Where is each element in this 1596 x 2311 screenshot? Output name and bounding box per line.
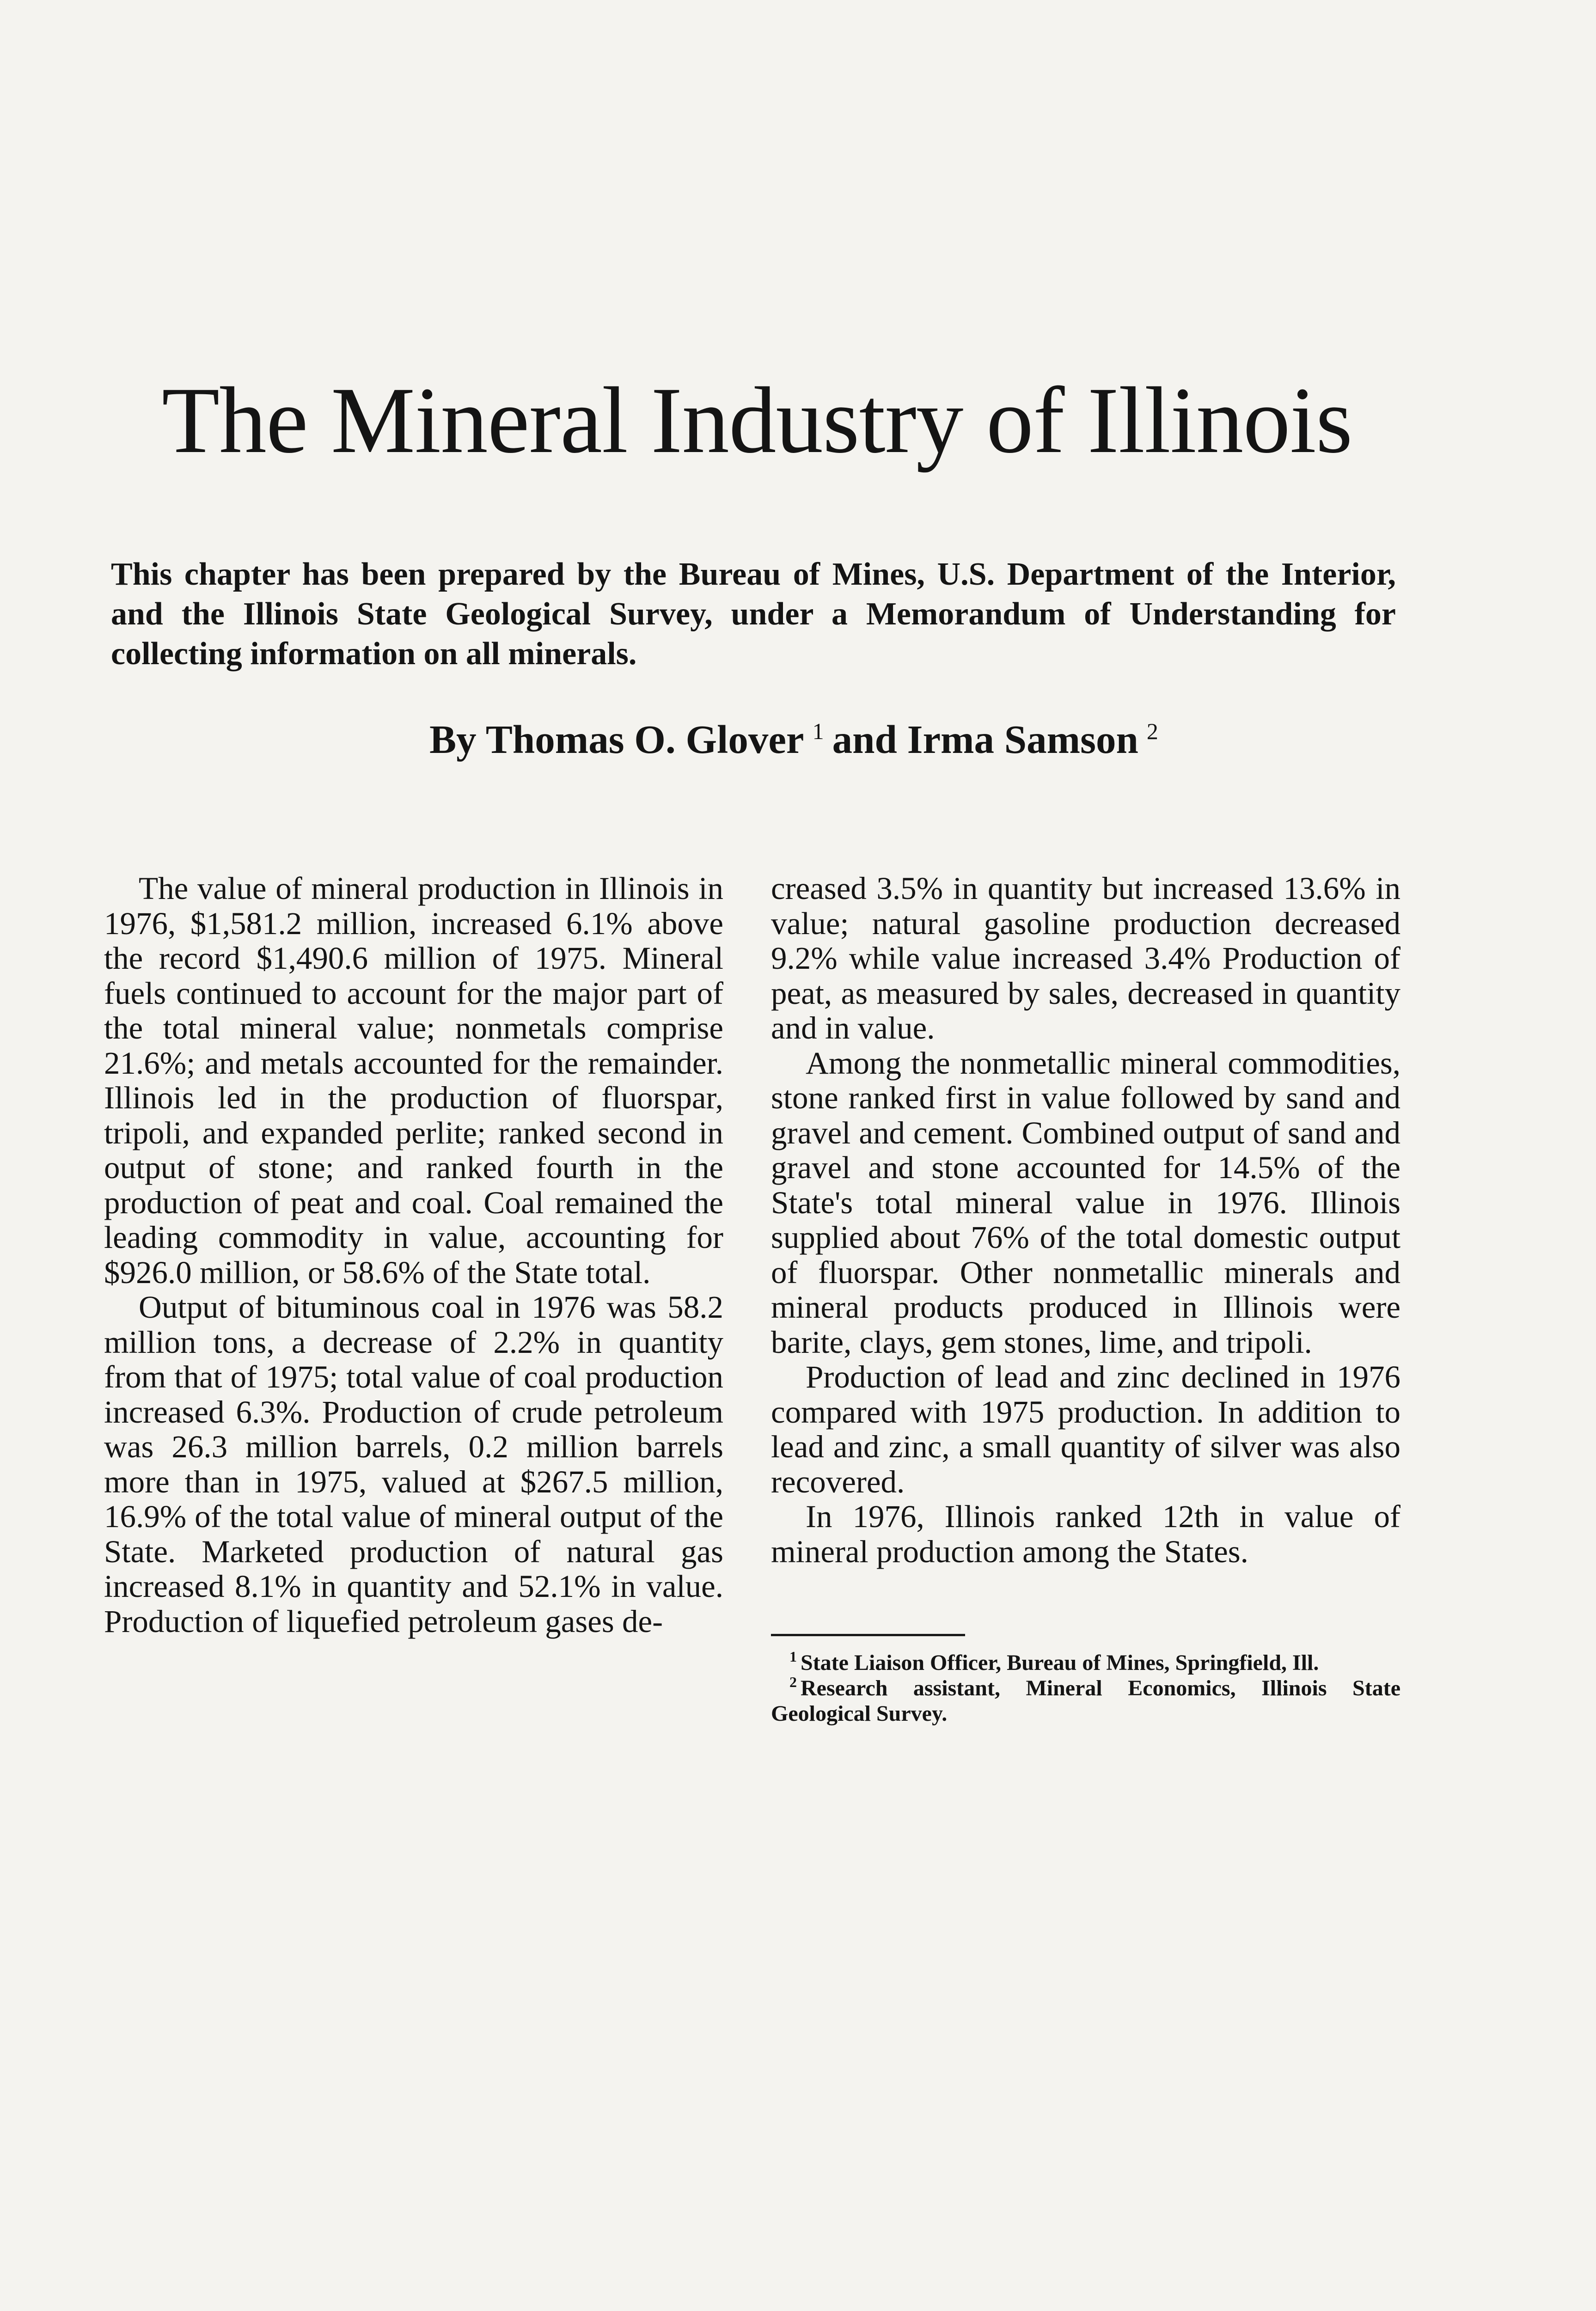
body-paragraph: Production of lead and zinc declined in 1976 compared with 1975 production. In addition to lead and zinc, a small quantity of silver was also recovered. [771, 1359, 1400, 1499]
footnote-1-mark: 1 [789, 1648, 797, 1665]
footnote-1 [771, 1650, 1400, 1675]
left-column [104, 871, 723, 1639]
body-paragraph: In 1976, Illinois ranked 12th in value of mineral production among the States. [771, 1499, 1400, 1569]
author-1-name: By Thomas O. Glover [429, 717, 804, 762]
chapter-intro: This chapter has been prepared by the Bureau of Mines, U.S. Department of the Interior, and the Illinois State Geological Survey, under a Memorandum of Understanding for collecting information on all minerals. [111, 556, 1396, 672]
footnote-divider [771, 1634, 965, 1636]
footnote-2 [771, 1675, 1400, 1726]
right-column [771, 871, 1400, 1569]
body-paragraph: The value of mineral production in Illinois in 1976, $1,581.2 million, increased 6.1% above the record $1,490.6 million of 1975. Mineral fuels continued to account for the major part of the total mineral value; nonmetals comprise 21.6%; and metals accounted for the remainder. Illinois led in the production of fluorspar, tripoli, and expanded perlite; ranked second in output of stone; and ranked fourth in the production of peat and coal. Coal remained the leading commodity in value, accounting for $926.0 million, or 58.6% of the State total. [104, 871, 723, 1290]
footnote-mark-1: 1 [812, 718, 824, 744]
footnote-1-text: State Liaison Officer, Bureau of Mines, Springfield, Ill. [801, 1651, 1319, 1675]
body-paragraph: Output of bituminous coal in 1976 was 58.2 million tons, a decrease of 2.2% in quantity from that of 1975; total value of coal production increased 6.3%. Production of crude petroleum was 26.3 million barrels, 0.2 million barrels more than in 1975, valued at $267.5 million, 16.9% of the total value of mineral output of the State. Marketed production of natural gas increased 8.1% in quantity and 52.1% in value. Production of liquefied petroleum gases de- [104, 1290, 723, 1639]
body-paragraph: Among the nonmetallic mineral commodities, stone ranked first in value followed by sand and gravel and cement. Combined output of sand and gravel and stone accounted for 14.5% of the State's total mineral value in 1976. Illinois supplied about 76% of the total domestic output of fluorspar. Other nonmetallic minerals and mineral products produced in Illinois were barite, clays, gem stones, lime, and tripoli. [771, 1045, 1400, 1360]
footnote-mark-2: 2 [1146, 718, 1158, 744]
page-title: The Mineral Industry of Illinois [162, 368, 1352, 473]
author-byline [0, 714, 1596, 765]
author-2-name: and Irma Samson [832, 717, 1138, 762]
footnote-2-mark: 2 [789, 1674, 797, 1690]
body-paragraph: creased 3.5% in quantity but increased 13.6% in value; natural gasoline production decreased 9.2% while value increased 3.4% Production of peat, as measured by sales, decreased in quantity and in value. [771, 871, 1400, 1045]
footnote-2-text: Research assistant, Mineral Economics, Illinois State Geological Survey. [771, 1676, 1400, 1726]
footnotes [771, 1650, 1400, 1726]
